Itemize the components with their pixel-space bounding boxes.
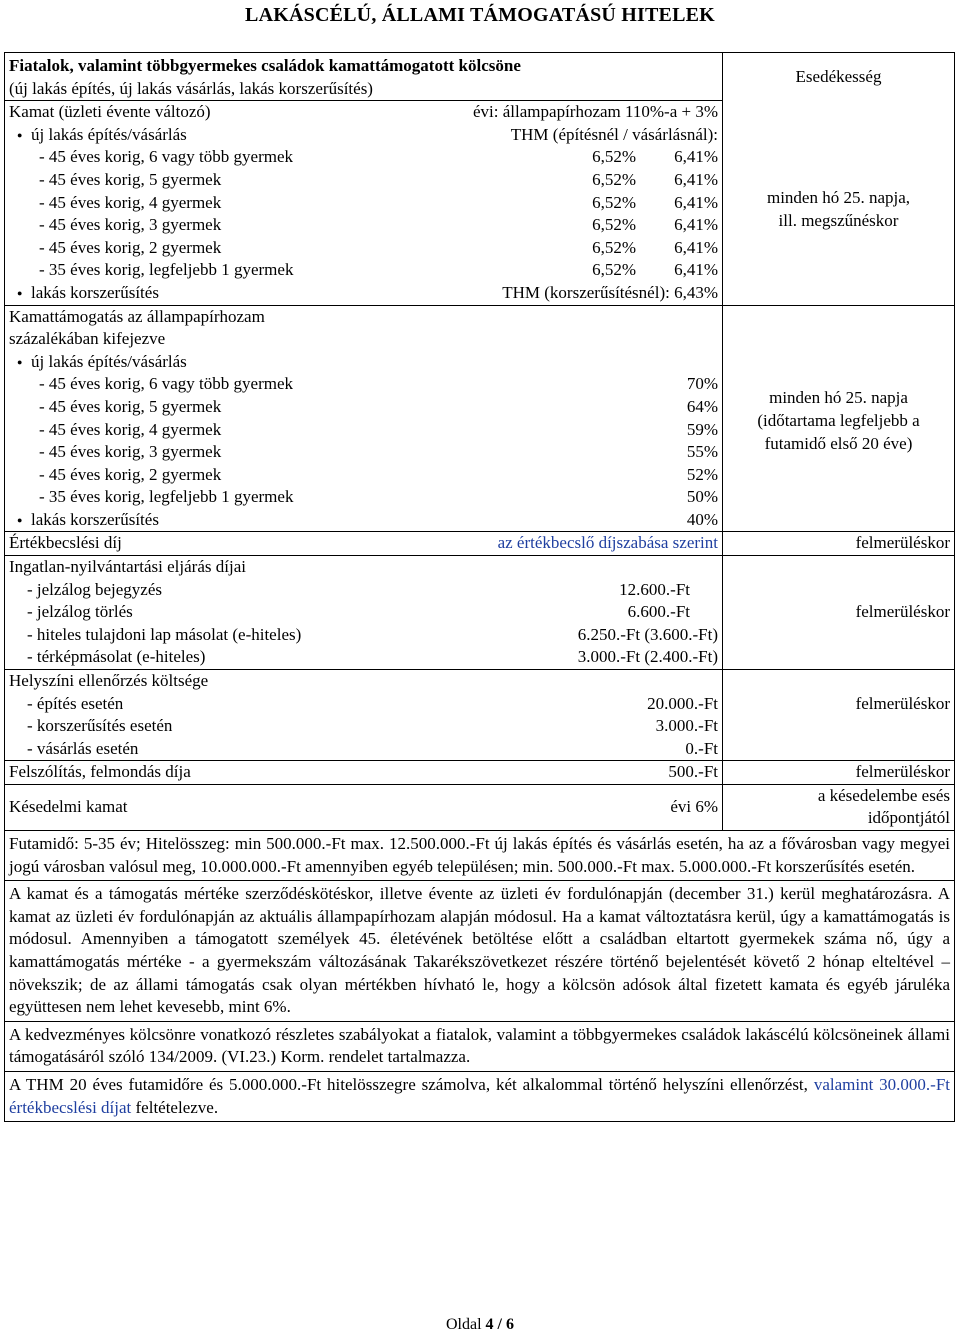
registry-item-value: 3.000.-Ft (2.400.-Ft)	[577, 647, 718, 667]
valuation-label: Értékbecslési díj	[9, 533, 122, 553]
registry-item-label: - jelzálog bejegyzés	[27, 579, 162, 599]
subsidy-new-label: ● új lakás építés/vásárlás	[31, 351, 187, 374]
registry-item-value: 6.250.-Ft (3.600.-Ft)	[577, 624, 718, 644]
thm-buy: 6,41%	[674, 147, 718, 167]
interest-row-label: - 45 éves korig, 3 gyermek	[39, 215, 222, 235]
header-line2: (új lakás építés, új lakás vásárlás, lakás korszerűsítés)	[9, 78, 373, 98]
notice-due-cell	[723, 761, 955, 785]
subsidy-renov-label: ● lakás korszerűsítés	[31, 509, 159, 532]
note-row-2	[5, 881, 955, 1022]
note-row-4	[5, 1071, 955, 1121]
subsidy-row	[5, 305, 955, 532]
notice-value: 500.-Ft	[668, 762, 718, 782]
header-row	[5, 53, 955, 101]
note-cell-3	[5, 1021, 955, 1071]
subsidy-row-label: - 45 éves korig, 3 gyermek	[39, 442, 222, 462]
valuation-due: felmerüléskor	[855, 533, 950, 553]
thm-buy: 6,41%	[674, 169, 718, 189]
inspection-item-label: - építés esetén	[27, 693, 124, 713]
interest-due-2: ill. megszűnéskor	[778, 211, 899, 230]
interest-label: Kamat (üzleti évente változó)	[9, 102, 211, 122]
inspection-item-value: 0.-Ft	[685, 738, 718, 758]
subsidy-label-2: százalékában kifejezve	[9, 329, 166, 349]
registry-item-label: - jelzálog törlés	[27, 602, 133, 622]
loan-table	[4, 52, 955, 1122]
late-due-cell	[723, 785, 955, 831]
registry-due-cell	[723, 556, 955, 670]
interest-row-label: - 35 éves korig, legfeljebb 1 gyermek	[39, 260, 294, 280]
note-thm-b: valamint 30.000.-Ft értékbecslési díjat	[9, 1074, 951, 1117]
subsidy-row-label: - 45 éves korig, 2 gyermek	[39, 464, 222, 484]
inspection-item-value: 20.000.-Ft	[647, 693, 718, 713]
footer-prefix: Oldal	[446, 1316, 482, 1333]
note-cell-1	[5, 831, 955, 881]
interest-row-label: - 45 éves korig, 6 vagy több gyermek	[39, 147, 293, 167]
subsidy-value: 52%	[686, 464, 718, 484]
registry-due: felmerüléskor	[855, 602, 950, 622]
footer-page-number: 4 / 6	[485, 1316, 514, 1333]
notice-cell	[5, 761, 723, 785]
subsidy-row-label: - 45 éves korig, 6 vagy több gyermek	[39, 374, 293, 394]
header-line1: Fiatalok, valamint többgyermekes családok kamattámogatott kölcsöne	[9, 56, 521, 75]
thm-buy: 6,41%	[674, 215, 718, 235]
thm-build: 6,52%	[592, 237, 636, 257]
interest-cell	[5, 101, 723, 305]
inspection-label: Helyszíni ellenőrzés költsége	[9, 671, 209, 691]
subsidy-value: 50%	[686, 487, 718, 507]
valuation-value: az értékbecslő díjszabása szerint	[497, 533, 718, 553]
due-column	[723, 53, 955, 306]
inspection-due-cell	[723, 670, 955, 761]
subsidy-row-label: - 45 éves korig, 4 gyermek	[39, 419, 222, 439]
subsidy-value: 70%	[686, 374, 718, 394]
interest-renov-label: ● lakás korszerűsítés	[31, 282, 159, 305]
inspection-item-label: - korszerűsítés esetén	[27, 716, 173, 736]
interest-thm-label: THM (építésnél / vásárlásnál):	[510, 124, 718, 144]
note-interest-rules: A kamat és a támogatás mértéke szerződéskötéskor, illetve évente az üzleti év fordulónapján (december 31.) kerül meghatározásra. A kamat az üzleti év fordulónapján az aktuális állampapírhozam alapján módosul. Ha a kamat változtatásra kerül, úgy a kamattámogatás is módosul. Amennyiben a támogatott személyek 45. életévének betöltése előtt a családban eltartott gyermekek száma nő, úgy a kamattámogatás mértéke - a gyermekszám változásának Takarékszövetkezet részére történő bejelentését követő 2 hónap elteltével – növekszik; de az állami támogatás csak olyan mértékben hívható le, hogy a kölcsön adósok által fizetett kamata és egyéb járuléka együttesen nem lehet kevesebb, mint 6%.	[9, 884, 950, 1017]
thm-build: 6,52%	[592, 169, 636, 189]
page-title: LAKÁSCÉLÚ, ÁLLAMI TÁMOGATÁSÚ HITELEK	[245, 4, 715, 26]
inspection-item-label: - vásárlás esetén	[27, 738, 139, 758]
note-cell-2	[5, 881, 955, 1022]
note-thm-c: feltételezve.	[135, 1097, 219, 1117]
valuation-due-cell	[723, 532, 955, 556]
interest-row-label: - 45 éves korig, 2 gyermek	[39, 237, 222, 257]
registry-item-label: - hiteles tulajdoni lap másolat (e-hiteles)	[27, 624, 302, 644]
notice-due: felmerüléskor	[855, 762, 950, 782]
due-header: Esedékesség	[795, 67, 882, 86]
late-cell	[5, 785, 723, 831]
late-label: Késedelmi kamat	[9, 797, 128, 816]
notice-row	[5, 761, 955, 785]
note-term: Futamidő: 5-35 év; Hitelösszeg: min 500.000.-Ft max. 12.500.000.-Ft új lakás építés és vásárlás esetén, ha az a fővárosban vagy megyei jogú városban valósul meg, 10.000.000.-Ft amennyiben egyéb településen; min. 500.000.-Ft max. 5.000.000.-Ft korszerűsítés esetén.	[9, 834, 950, 876]
thm-buy: 6,41%	[674, 260, 718, 280]
interest-row-label: - 45 éves korig, 4 gyermek	[39, 192, 222, 212]
subsidy-renov-value: 40%	[686, 509, 718, 529]
subsidy-value: 64%	[686, 396, 718, 416]
registry-cell	[5, 556, 723, 670]
thm-build: 6,52%	[592, 192, 636, 212]
registry-item-label: - térképmásolat (e-hiteles)	[27, 647, 206, 667]
interest-due-1: minden hó 25. napja,	[766, 188, 911, 207]
subsidy-cell	[5, 305, 723, 532]
thm-build: 6,52%	[592, 260, 636, 280]
notice-label: Felszólítás, felmondás díja	[9, 762, 191, 782]
inspection-cell	[5, 670, 723, 761]
subsidy-label-1: Kamattámogatás az állampapírhozam	[9, 306, 265, 326]
subsidy-due-3: futamidő első 20 éve)	[764, 433, 913, 453]
note-regulation: A kedvezményes kölcsönre vonatkozó részletes szabályokat a fiatalok, valamint a többgyermekes családok lakáscélú kölcsöneinek állami támogatásáról szóló 134/2009. (VI.23.) Korm. rendelet tartalmazza.	[9, 1024, 950, 1067]
interest-row-label: - 45 éves korig, 5 gyermek	[39, 169, 222, 189]
note-row-1	[5, 831, 955, 881]
thm-buy: 6,41%	[674, 237, 718, 257]
thm-buy: 6,41%	[674, 192, 718, 212]
late-value: évi 6%	[670, 797, 718, 816]
interest-new-label: ● új lakás építés/vásárlás	[31, 124, 187, 147]
note-thm	[5, 1072, 954, 1121]
registry-row	[5, 556, 955, 670]
header-cell	[5, 53, 723, 101]
thm-build: 6,52%	[592, 215, 636, 235]
interest-value: évi: állampapírhozam 110%-a + 3%	[473, 102, 718, 122]
valuation-row	[5, 532, 955, 556]
page-footer	[0, 1316, 960, 1334]
subsidy-value: 59%	[686, 419, 718, 439]
late-due-1: a késedelembe esés	[817, 786, 950, 805]
subsidy-due-2: (időtartama legfeljebb a	[757, 410, 920, 430]
subsidy-value: 55%	[686, 442, 718, 462]
note-row-3	[5, 1021, 955, 1071]
valuation-cell	[5, 532, 723, 556]
subsidy-row-label: - 45 éves korig, 5 gyermek	[39, 396, 222, 416]
late-row	[5, 785, 955, 831]
registry-item-value: 12.600.-Ft	[619, 579, 690, 599]
subsidy-due-cell	[723, 305, 955, 532]
registry-label: Ingatlan-nyilvántartási eljárás díjai	[9, 557, 246, 577]
note-cell-4	[5, 1071, 955, 1121]
subsidy-row-label: - 35 éves korig, legfeljebb 1 gyermek	[39, 487, 294, 507]
inspection-row	[5, 670, 955, 761]
late-due-2: időpontjától	[867, 808, 950, 827]
inspection-due: felmerüléskor	[855, 694, 950, 714]
note-thm-a: A THM 20 éves futamidőre és 5.000.000.-Ft hitelösszegre számolva, két alkalommal történő helyszíni ellenőrzést,	[9, 1074, 808, 1094]
inspection-item-value: 3.000.-Ft	[655, 716, 718, 736]
interest-renov-thm: THM (korszerűsítésnél): 6,43%	[502, 282, 718, 302]
registry-item-value: 6.600.-Ft	[627, 602, 690, 622]
thm-build: 6,52%	[592, 147, 636, 167]
subsidy-due-1: minden hó 25. napja	[769, 387, 908, 407]
